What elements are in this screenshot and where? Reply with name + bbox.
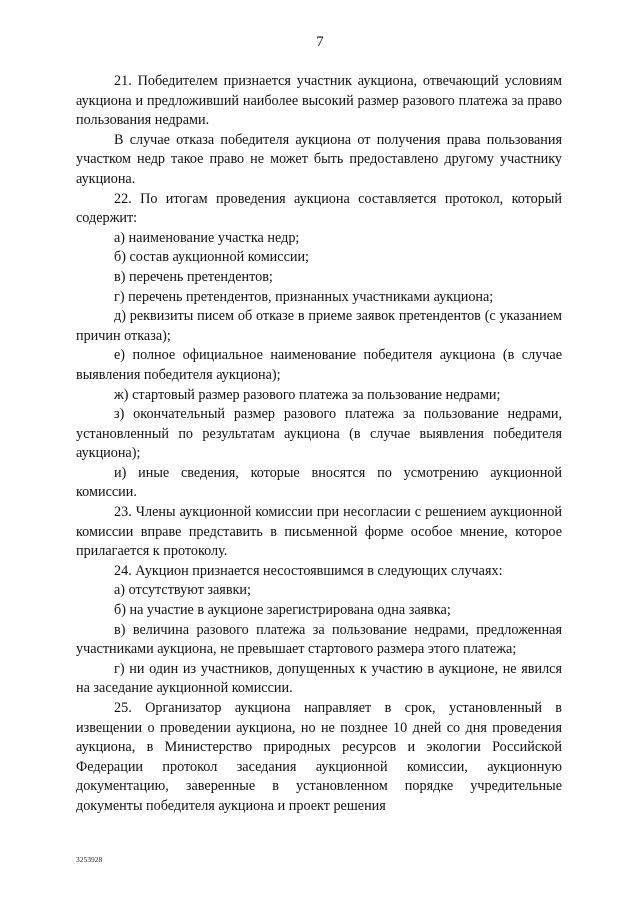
list-item: а) наименование участка недр; [114,229,300,246]
paragraph-22: 22. По итогам проведения аукциона составляется протокол, который содержит: [76,190,562,227]
document-body [76,72,562,817]
list-item: и) иные сведения, которые вносятся по усмотрению аукционной комиссии. [76,464,562,501]
paragraph-24: 24. Аукцион признается несостоявшимся в следующих случаях: [114,562,503,579]
list-item: б) на участие в аукционе зарегистрирована одна заявка; [114,602,451,619]
list-item: е) полное официальное наименование победителя аукциона (в случае выявления победителя аукциона); [76,347,562,383]
document-id: 3253928 [76,855,103,864]
paragraph-23: 23. Члены аукционной комиссии при несогласии с решением аукционной комиссии вправе представить в письменной форме особое мнение, которое прилагается к протоколу. [76,504,562,560]
list-item: ж) стартовый размер разового платежа за пользование недрами; [114,386,501,403]
list-item: з) окончательный размер разового платежа за пользование недрами, установленный по результатам аукциона (в случае выявления победителя аукциона); [76,406,562,462]
paragraph-25: 25. Организатор аукциона направляет в срок, установленный в извещении о проведении аукциона, но не позднее 10 дней со дня проведения аукциона, в Министерство природных ресурсов и экологии Российской Федерации протокол заседания аукционной комиссии, аукционную документацию, заверенные в установленном порядке учредительные документы победителя аукциона и проект решения [76,700,562,814]
page-number: 7 [316,34,324,50]
list-item: б) состав аукционной комиссии; [114,249,309,266]
paragraph-21: 21. Победителем признается участник аукциона, отвечающий условиям аукциона и предложивший наиболее высокий размер разового платежа за право пользования недрами. [76,73,562,129]
list-item: г) ни один из участников, допущенных к участию в аукционе, не явился на заседание аукционной комиссии. [76,660,562,697]
list-item: в) величина разового платежа за пользование недрами, предложенная участниками аукциона, не превышает стартового размера этого платежа; [76,621,562,658]
list-item: в) перечень претендентов; [114,268,273,285]
list-item: г) перечень претендентов, признанных участниками аукциона; [114,288,494,305]
list-item: а) отсутствуют заявки; [114,582,251,599]
list-item: д) реквизиты писем об отказе в приеме заявок претендентов (с указанием причин отказа); [76,308,562,344]
paragraph-21-refusal: В случае отказа победителя аукциона от получения права пользования участком недр такое право не может быть предоставлено другому участнику аукциона. [76,131,562,187]
